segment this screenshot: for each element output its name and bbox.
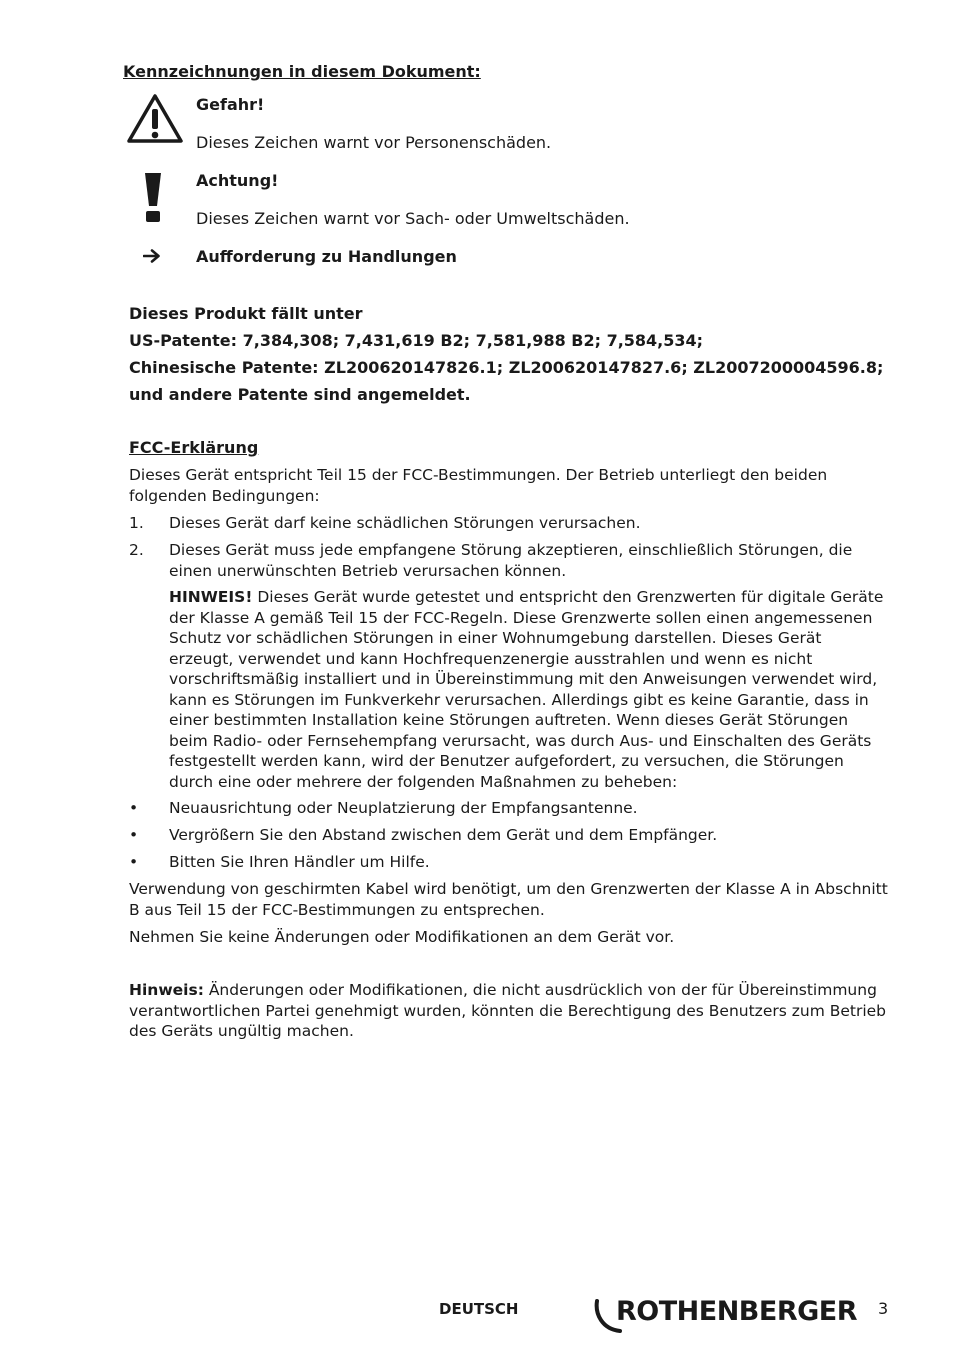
hinweis-paragraph bbox=[129, 980, 889, 1042]
brand-name: ROTHENBERGER bbox=[616, 1296, 858, 1327]
bullet-3: • bbox=[129, 853, 139, 871]
fcc-intro: Dieses Gerät entspricht Teil 15 der FCC-Bestimmungen. Der Betrieb unterliegt den beiden folgenden Bedingungen: bbox=[129, 466, 828, 505]
condition-1-text: Dieses Gerät darf keine schädlichen Störungen verursachen. bbox=[169, 514, 641, 532]
patents-line-1: Dieses Produkt fällt unter bbox=[129, 304, 363, 323]
hinweis-text: Änderungen oder Modifikationen, die nicht ausdrücklich von der für Übereinstimmung verantwortlichen Partei genehmigt wurden, könnten die Berechtigung des Benutzers zum Betrieb des Geräts ungültig machen. bbox=[129, 981, 887, 1040]
bullet-1: • bbox=[129, 799, 139, 817]
fcc-note-text: Dieses Gerät wurde getestet und entspricht den Grenzwerten für digitale Geräte der Klasse A gemäß Teil 15 der FCC-Regeln. Diese Grenzwerte sollen einen angemessenen Schutz vor schädlichen Störungen in einer Wohnumgebung darstellen. Dieses Gerät erzeugt, verwendet und kann Hochfrequenzenergie ausstrahlen und wenn es nicht vorschriftsmäßig installiert und in Übereinstimmung mit den Anweisungen verwendet wird, kann es Störungen im Funkverkehr verursachen. Allerdings gibt es keine Garantie, dass in einer bestimmten Installation keine Störungen auftreten. Wenn dieses Gerät Störungen beim Radio- oder Fernsehempfang verursacht, was durch Aus- und Einschalten des Geräts festgestellt werden kann, wird der Benutzer aufgefordert, zu versuchen, die Störungen durch eine oder mehrere der folgenden Maßnahmen zu beheben: bbox=[169, 588, 884, 791]
attention-text: Dieses Zeichen warnt vor Sach- oder Umweltschäden. bbox=[196, 209, 630, 228]
condition-2-number: 2. bbox=[129, 541, 144, 559]
fcc-note bbox=[169, 587, 889, 792]
measure-2: Vergrößern Sie den Abstand zwischen dem Gerät und dem Empfänger. bbox=[169, 826, 718, 844]
measure-1: Neuausrichtung oder Neuplatzierung der Empfangsantenne. bbox=[169, 799, 638, 817]
fcc-note-label: HINWEIS! bbox=[169, 588, 253, 606]
danger-title: Gefahr! bbox=[196, 95, 265, 114]
action-title: Aufforderung zu Handlungen bbox=[196, 247, 457, 266]
condition-2-text: Dieses Gerät muss jede empfangene Störung akzeptieren, einschließlich Störungen, die einen unerwünschten Betrieb verursachen können. bbox=[169, 541, 853, 580]
exclamation-icon bbox=[142, 170, 164, 224]
hinweis-label: Hinweis: bbox=[129, 981, 204, 999]
footer-language: DEUTSCH bbox=[439, 1300, 519, 1318]
cable-text: Verwendung von geschirmten Kabel wird benötigt, um den Grenzwerten der Klasse A in Abschnitt B aus Teil 15 der FCC-Bestimmungen zu entsprechen. bbox=[129, 880, 888, 919]
page-number: 3 bbox=[878, 1299, 889, 1318]
legend-heading: Kennzeichnungen in diesem Dokument: bbox=[123, 62, 481, 81]
attention-title: Achtung! bbox=[196, 171, 279, 190]
measure-3: Bitten Sie Ihren Händler um Hilfe. bbox=[169, 853, 430, 871]
condition-1-number: 1. bbox=[129, 514, 144, 532]
patents-line-3: Chinesische Patente: ZL200620147826.1; ZL200620147827.6; ZL2007200004596.8; bbox=[129, 358, 884, 377]
danger-text: Dieses Zeichen warnt vor Personenschäden. bbox=[196, 133, 552, 152]
arrow-right-icon bbox=[143, 249, 161, 263]
warning-triangle-icon bbox=[126, 93, 184, 145]
patents-line-4: und andere Patente sind angemeldet. bbox=[129, 385, 471, 404]
bullet-2: • bbox=[129, 826, 139, 844]
brand-logo bbox=[594, 1296, 858, 1336]
patents-line-2: US-Patente: 7,384,308; 7,431,619 B2; 7,581,988 B2; 7,584,534; bbox=[129, 331, 704, 350]
fcc-heading: FCC-Erklärung bbox=[129, 438, 259, 457]
no-modification-text: Nehmen Sie keine Änderungen oder Modifikationen an dem Gerät vor. bbox=[129, 928, 675, 946]
